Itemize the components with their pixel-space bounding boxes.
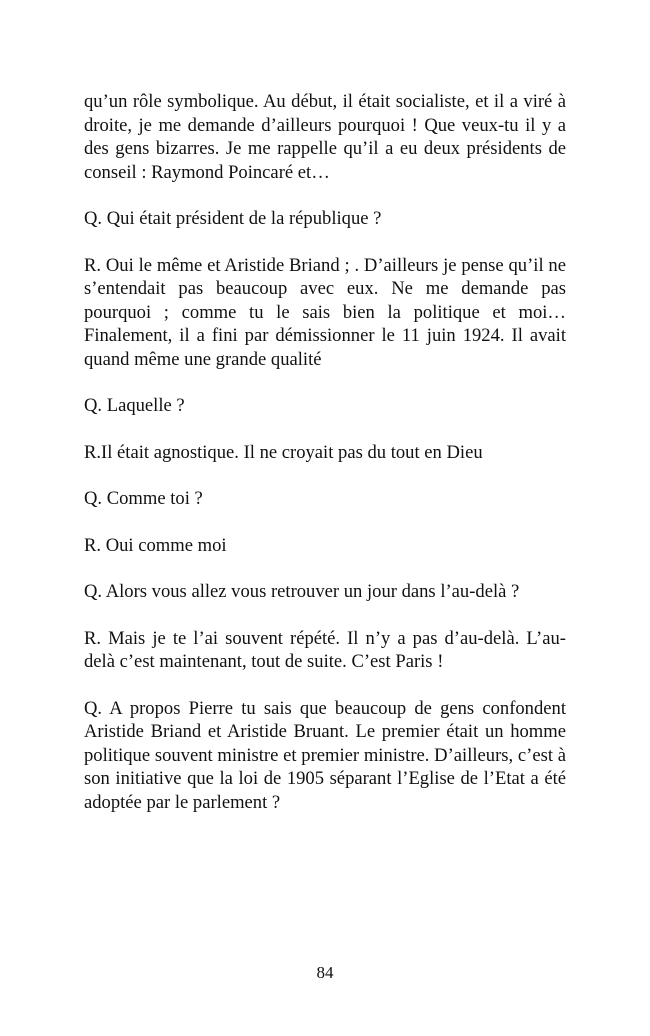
paragraph-answer-briand: R. Oui le même et Aristide Briand ; . D’ailleurs je pense qu’il ne s’entendait pas beaucoup avec eux. Ne me demande pas pourquoi ; comme tu le sais bien la politique et moi… Finalement, il a fini par démissionner le 11 juin 1924. Il avait quand même une grande qualité	[84, 254, 566, 370]
paragraph-answer-comme-moi: R. Oui comme moi	[84, 534, 227, 556]
paragraph-intro-continuation: qu’un rôle symbolique. Au début, il était socialiste, et il a viré à droite, je me demande d’ailleurs pourquoi ! Que veux-tu il y a des gens bizarres. Je me rappelle qu’il a eu deux présidents de conseil : Raymond Poincaré et…	[84, 91, 566, 183]
paragraph-question-bruant: Q. A propos Pierre tu sais que beaucoup de gens confondent Aristide Briand et Aristide Bruant. Le premier était un homme politique souvent ministre et premier ministre. D’ailleurs, c’est à son initiative que la loi de 1905 séparant l’Eglise de l’Etat a été adoptée par le parlement ?	[84, 697, 566, 813]
paragraph-answer-au-dela: R. Mais je te l’ai souvent répété. Il n’y a pas d’au-delà. L’au-delà c’est maintenant, tout de suite. C’est Paris !	[84, 627, 566, 672]
paragraph-question-laquelle: Q. Laquelle ?	[84, 395, 185, 416]
paragraph-question-president: Q. Qui était président de la république ?	[84, 208, 382, 229]
paragraph-answer-agnostique: R.Il était agnostique. Il ne croyait pas du tout en Dieu	[84, 441, 483, 463]
page-number: 84	[316, 963, 334, 982]
page-body	[84, 90, 566, 837]
paragraph-question-comme-toi: Q. Comme toi ?	[84, 488, 203, 509]
paragraph-question-au-dela: Q. Alors vous allez vous retrouver un jour dans l’au-delà ?	[84, 581, 520, 602]
